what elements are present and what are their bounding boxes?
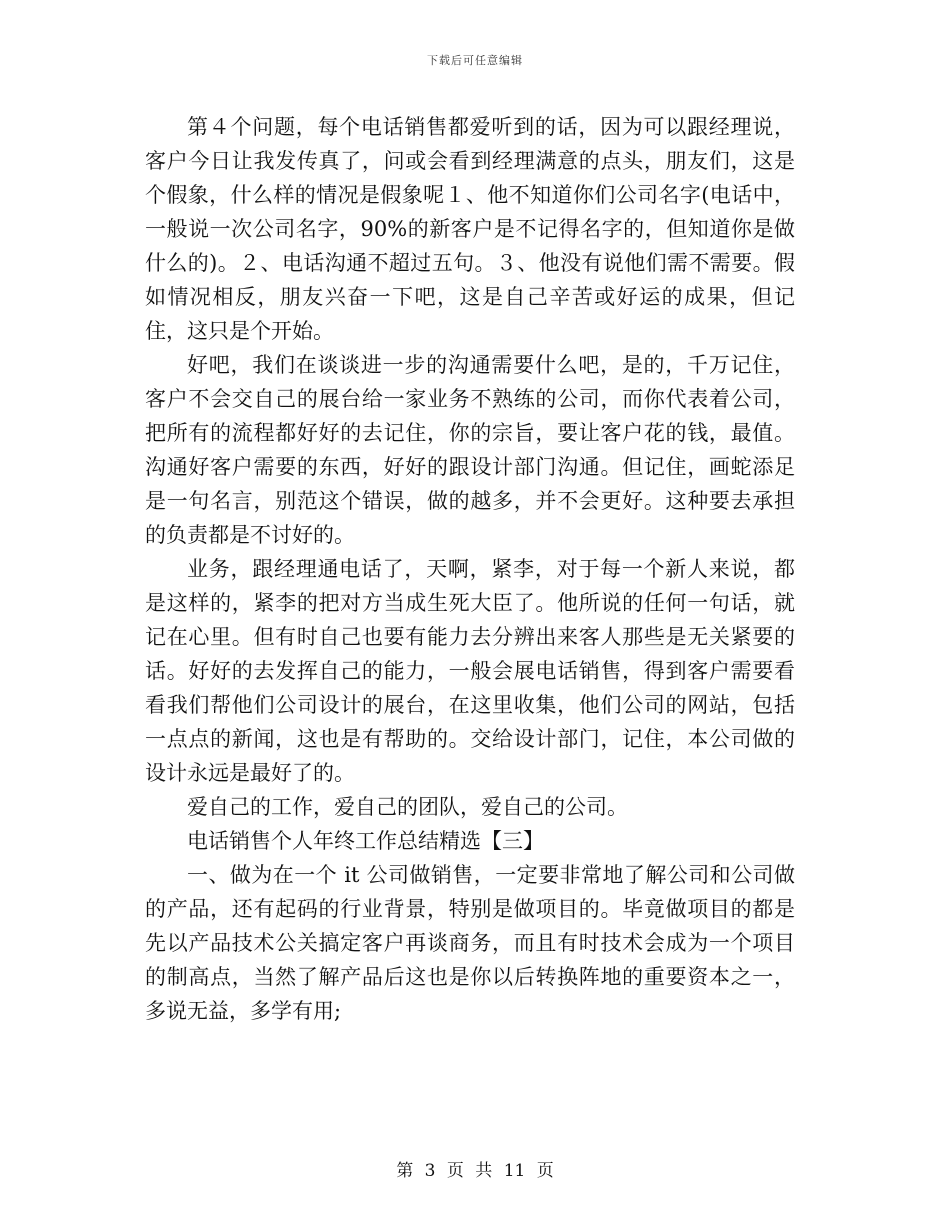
paragraph-question-4: 第４个问题，每个电话销售都爱听到的话，因为可以跟经理说，客户今日让我发传真了，问或会看到经理满意的点头，朋友们，这是个假象，什么样的情况是假象呢１、他不知道你们公司名字(电话中，一般说一次公司名字，90%的新客户是不记得名字的，但知道你是做什么的)。２、电话沟通不超过五句。３、他没有说他们需不需要。假如情况相反，朋友兴奋一下吧，这是自己辛苦或好运的成果，但记住，这只是个开始。: [145, 115, 795, 343]
page-header: 下载后可任意编辑: [427, 54, 523, 67]
paragraph-communication: 好吧，我们在谈谈进一步的沟通需要什么吧，是的，千万记住，客户不会交自己的展台给一家业务不熟练的公司，而你代表着公司，把所有的流程都好好的去记住，你的宗旨，要让客户花的钱，最值。沟通好客户需要的东西，好好的跟设计部门沟通。但记住，画蛇添足是一句名言，别范这个错误，做的越多，并不会更好。这种要去承担的负责都是不讨好的。: [145, 353, 795, 547]
document-body: [145, 110, 795, 1028]
paragraph-love-work: 爱自己的工作，爱自己的团队，爱自己的公司。: [187, 795, 628, 819]
page-number-footer: 第 3 页 共 11 页: [396, 1161, 554, 1181]
section-heading: 电话销售个人年终工作总结精选【三】: [187, 829, 544, 853]
paragraph-business-call: 业务，跟经理通电话了，天啊，紧李，对于每一个新人来说，都是这样的，紧李的把对方当成生死大臣了。他所说的任何一句话，就记在心里。但有时自己也要有能力去分辨出来客人那些是无关紧要的话。好好的去发挥自己的能力，一般会展电话销售，得到客户需要看看我们帮他们公司设计的展台，在这里收集，他们公司的网站，包括一点点的新闻，这也是有帮助的。交给设计部门，记住，本公司做的设计永远是最好了的。: [145, 557, 795, 785]
paragraph-point-one: 一、做为在一个 it 公司做销售，一定要非常地了解公司和公司做的产品，还有起码的行业背景，特别是做项目的。毕竟做项目的都是先以产品技术公关搞定客户再谈商务，而且有时技术会成为一个项目的制高点，当然了解产品后这也是你以后转换阵地的重要资本之一，多说无益，多学有用;: [145, 863, 795, 1023]
